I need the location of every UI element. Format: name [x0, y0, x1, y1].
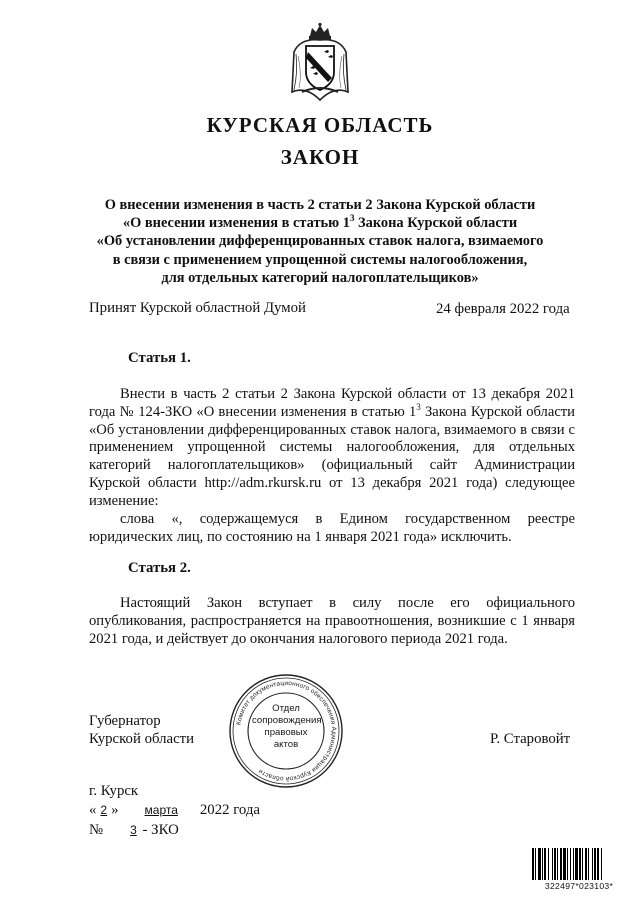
barcode-bar	[560, 848, 562, 880]
barcode-bar	[542, 848, 543, 880]
barcode-bar	[601, 848, 602, 880]
place-of-signing: г. Курск	[89, 783, 139, 799]
barcode-bar	[573, 848, 574, 880]
barcode-bar	[594, 848, 596, 880]
barcode-bar	[582, 848, 583, 880]
barcode-bar	[567, 848, 568, 880]
barcode-bar	[575, 848, 578, 880]
title-line: «О внесении изменения в статью $1^3$ Закона Курской области	[122, 213, 518, 232]
barcode-bar	[588, 848, 589, 880]
law-number: № 3 - ЗКО	[89, 822, 179, 838]
article-1-paragraph-2: слова «, содержащемуся в Едином государственном реестре юридических лиц, по состоянию на 1 января 2021 года» исключить.	[89, 511, 575, 545]
barcode-bar	[554, 848, 556, 880]
barcode-bar	[592, 848, 593, 880]
barcode-number: 322497*023103*	[544, 881, 614, 891]
article-2-paragraph-1: Настоящий Закон вступает в силу после его официального опубликования, распространяется на правоотношения, возникшие с 1 января 2021 года, и действует до окончания налогового периода 2021 года.	[89, 595, 575, 647]
barcode-bar	[563, 848, 566, 880]
barcode-bar	[535, 848, 536, 880]
barcode-bar	[570, 848, 571, 880]
law-title	[60, 196, 580, 287]
barcode-bar	[532, 848, 534, 880]
signing-date: « 2 » марта 2022 года	[89, 802, 260, 818]
barcode	[532, 848, 624, 880]
title-line: «Об установлении дифференцированных ставок налога, взимаемого	[96, 233, 544, 250]
title-line: в связи с применением упрощенной системы налогообложения,	[112, 251, 528, 268]
article-1-paragraph-1: Внести в часть 2 статьи 2 Закона Курской области от 13 декабря 2021 года № 124-ЗКО «О внесении изменения в статью $1^3$ Закона Курской области «Об установлении дифференцированных ставок налога, взимаемого в связи с применением упрощенной системы налогообложения, для отдельных категорий налогоплательщиков» (официальный сайт Администрации Курской области http://adm.rkursk.ru от 13 декабря 2021 года) следующее изменение:	[89, 386, 575, 509]
adopted-by: Принят Курской областной Думой	[89, 300, 306, 316]
stamp-ring-text: Комитет документационного обеспечения Администрации Курской области	[235, 679, 338, 783]
signatory-name: Р. Старовойт	[490, 731, 571, 747]
region-heading: КУРСКАЯ ОБЛАСТЬ	[206, 113, 434, 137]
signatory-title: Губернатор Курской области	[89, 713, 195, 747]
barcode-bar	[579, 848, 581, 880]
barcode-bar	[597, 848, 599, 880]
barcode-bar	[538, 848, 541, 880]
article-2-heading: Статья 2.	[128, 560, 191, 576]
document-type-heading: ЗАКОН	[280, 145, 360, 169]
stamp-center-text: Отдел сопровождения правовых актов	[252, 703, 322, 750]
barcode-bar	[585, 848, 587, 880]
adopted-date: 24 февраля 2022 года	[436, 301, 570, 317]
title-line: для отдельных категорий налогоплательщиков»	[161, 269, 479, 286]
title-line: О внесении изменения в часть 2 статьи 2 Закона Курской области	[104, 197, 536, 213]
barcode-bar	[552, 848, 553, 880]
article-1-heading: Статья 1.	[128, 350, 191, 366]
barcode-bar	[548, 848, 549, 880]
coat-of-arms-icon	[288, 22, 352, 102]
barcode-bar	[557, 848, 558, 880]
barcode-bar	[544, 848, 546, 880]
